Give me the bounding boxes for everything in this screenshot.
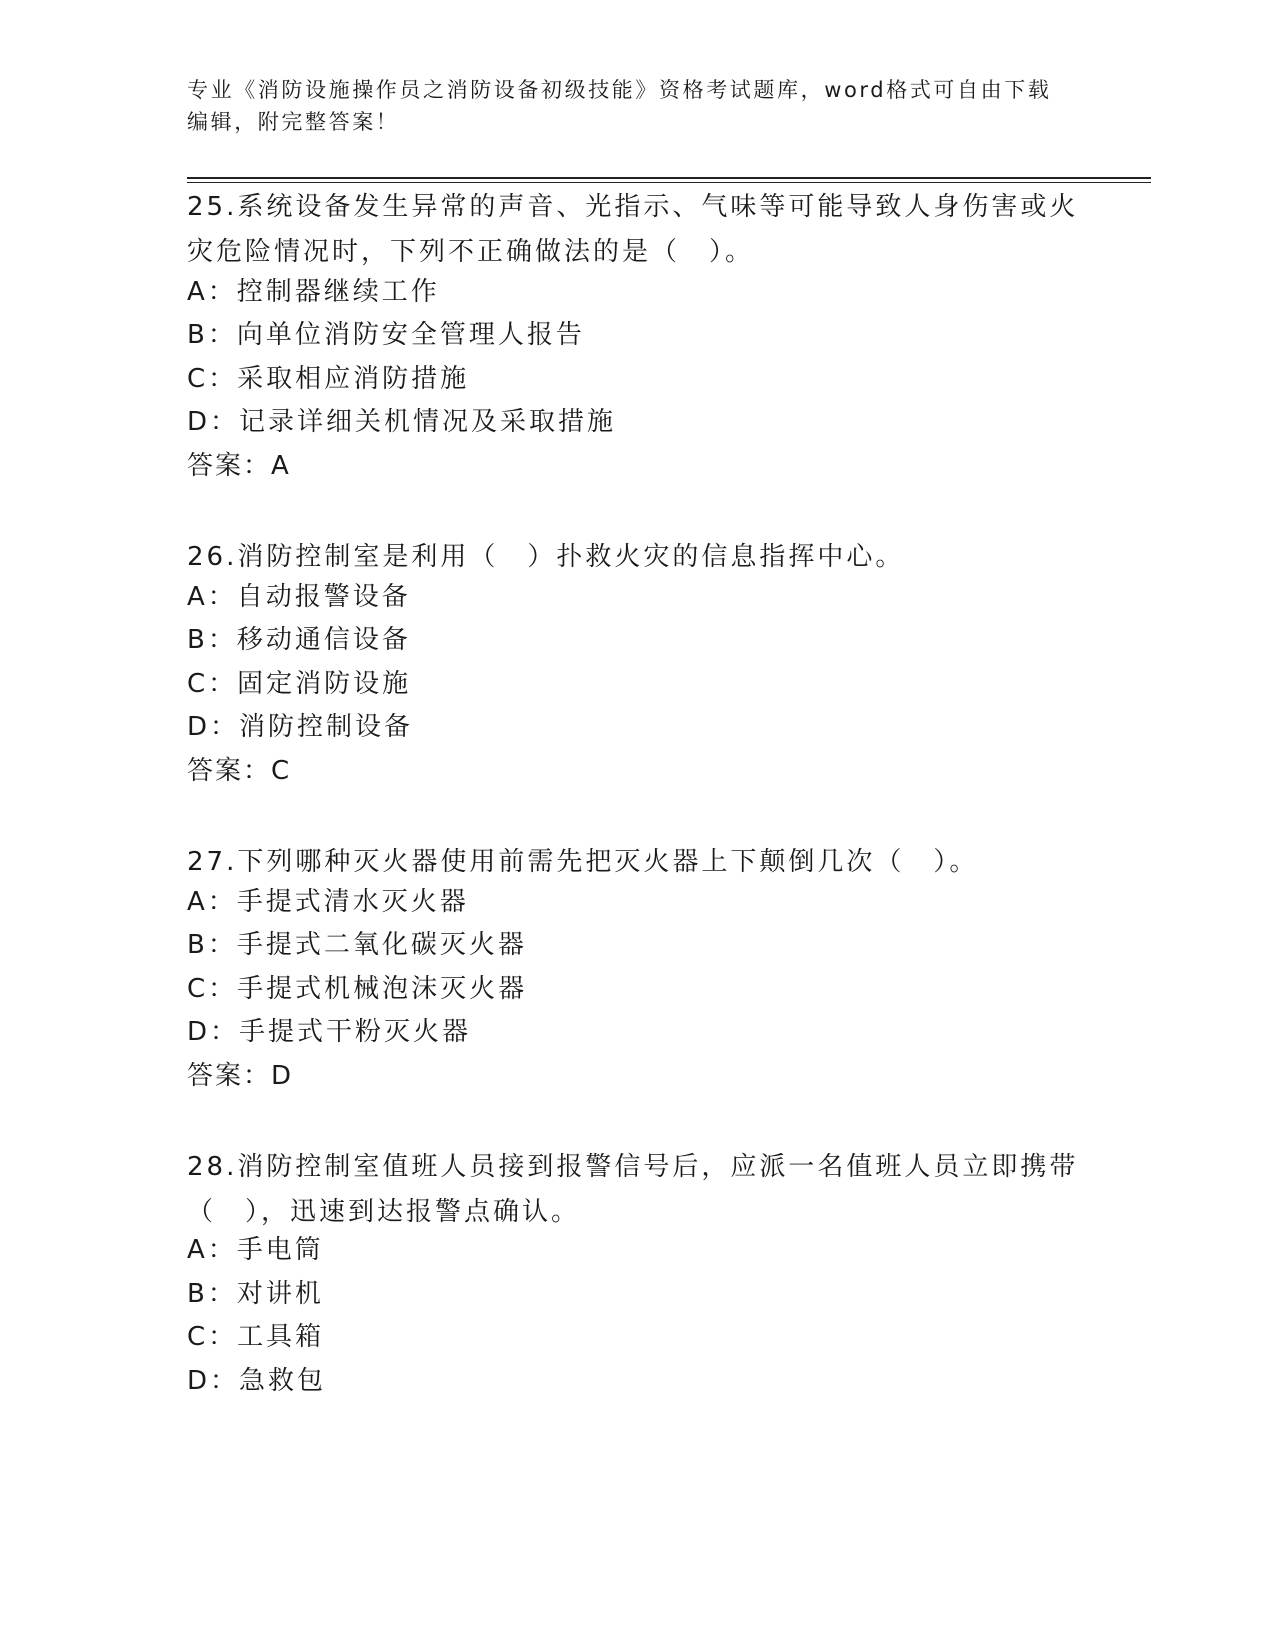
- option-a: A：手提式清水灭火器: [187, 887, 469, 917]
- header-rule-thin: [187, 182, 1151, 183]
- question-stem: 26.消防控制室是利用（ ）扑救火灾的信息指挥中心。: [187, 542, 905, 572]
- option-c: C：采取相应消防措施: [187, 364, 470, 394]
- option-a: A：手电筒: [187, 1235, 324, 1265]
- option-b: B：移动通信设备: [187, 625, 411, 655]
- question-stem: 25.系统设备发生异常的声音、光指示、气味等可能导致人身伤害或火灾危险情况时，下列不正确做法的是（ ）。: [187, 192, 1079, 267]
- option-b: B：对讲机: [187, 1279, 324, 1309]
- option-d: D：消防控制设备: [187, 712, 414, 742]
- option-c: C：手提式机械泡沫灭火器: [187, 974, 528, 1004]
- option-a: A：控制器继续工作: [187, 277, 440, 307]
- option-c: C：固定消防设施: [187, 669, 412, 699]
- option-b: B：向单位消防安全管理人报告: [187, 320, 585, 350]
- header-rule-thick: [187, 177, 1151, 179]
- answer: 答案：D: [187, 1061, 294, 1091]
- answer: 答案：C: [187, 756, 292, 786]
- option-d: D：记录详细关机情况及采取措施: [187, 407, 617, 437]
- option-c: C：工具箱: [187, 1322, 325, 1352]
- answer: 答案：A: [187, 451, 291, 481]
- question-stem: 27.下列哪种灭火器使用前需先把灭火器上下颠倒几次（ ）。: [187, 847, 979, 877]
- question-stem: 28.消防控制室值班人员接到报警信号后，应派一名值班人员立即携带（ ），迅速到达报警点确认。: [187, 1152, 1079, 1227]
- document-header: 专业《消防设施操作员之消防设备初级技能》资格考试题库，word格式可自由下载编辑，附完整答案！: [187, 78, 1052, 134]
- option-b: B：手提式二氧化碳灭火器: [187, 930, 527, 960]
- option-d: D：手提式干粉灭火器: [187, 1017, 472, 1047]
- option-a: A：自动报警设备: [187, 582, 411, 612]
- option-d: D：急救包: [187, 1366, 327, 1396]
